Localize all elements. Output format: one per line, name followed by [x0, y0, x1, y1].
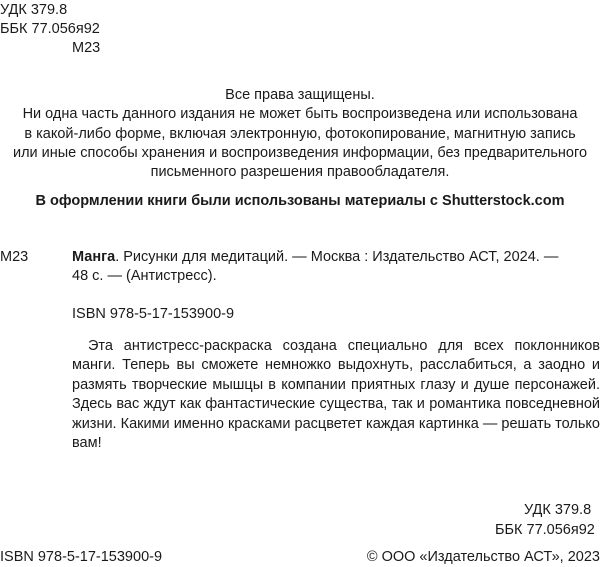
copyright-footer: © ООО «Издательство АСТ», 2023 — [366, 549, 600, 565]
rights-line: или иные способы хранения и воспроизведения информации, без предварительного — [12, 144, 588, 161]
materials-note: В оформлении книги были использованы материалы с Shutterstock.com — [35, 193, 565, 209]
rights-line: письменного разрешения правообладателя. — [150, 164, 450, 181]
udk-code-top: УДК 379.8 — [0, 2, 68, 18]
rights-line: Все права защищены. — [225, 87, 375, 103]
book-annotation: Эта антистресс-раскраска создана специально для всех поклонников манги. Теперь вы сможете немножко выдохнуть, расслабиться, а заодно и размять творческие мышцы в компании приятных глазу и душе персонажей. Здесь вас ждут как фантастические существа, так и романтика повседневной жизни. Какими именно красками расцветет каждая картинка — решать только вам! — [72, 337, 600, 451]
rights-line: Ни одна часть данного издания не может быть воспроизведена или использована — [22, 106, 578, 123]
bbk-code-top: ББК 77.056я92 — [0, 21, 100, 37]
bbk-code-bottom: ББК 77.056я92 — [495, 522, 595, 538]
copyright-notice — [0, 86, 600, 182]
rights-line: в какой-либо форме, включая электронную, фотокопирование, магнитную запись — [24, 125, 576, 142]
author-mark-top: М23 — [72, 40, 101, 56]
bibliography-line-2: 48 с. — (Антистресс). — [72, 268, 217, 284]
udk-code-bottom: УДК 379.8 — [524, 502, 592, 518]
bibliography-details: . Рисунки для медитаций. — Москва : Издательство АСТ, 2024. — — [115, 249, 559, 265]
bibliography-line-1 — [72, 247, 558, 267]
isbn-bibliography: ISBN 978-5-17-153900-9 — [72, 306, 235, 322]
bibliography-code: М23 — [0, 249, 29, 265]
book-title: Манга — [72, 249, 116, 265]
isbn-footer: ISBN 978-5-17-153900-9 — [0, 549, 163, 565]
